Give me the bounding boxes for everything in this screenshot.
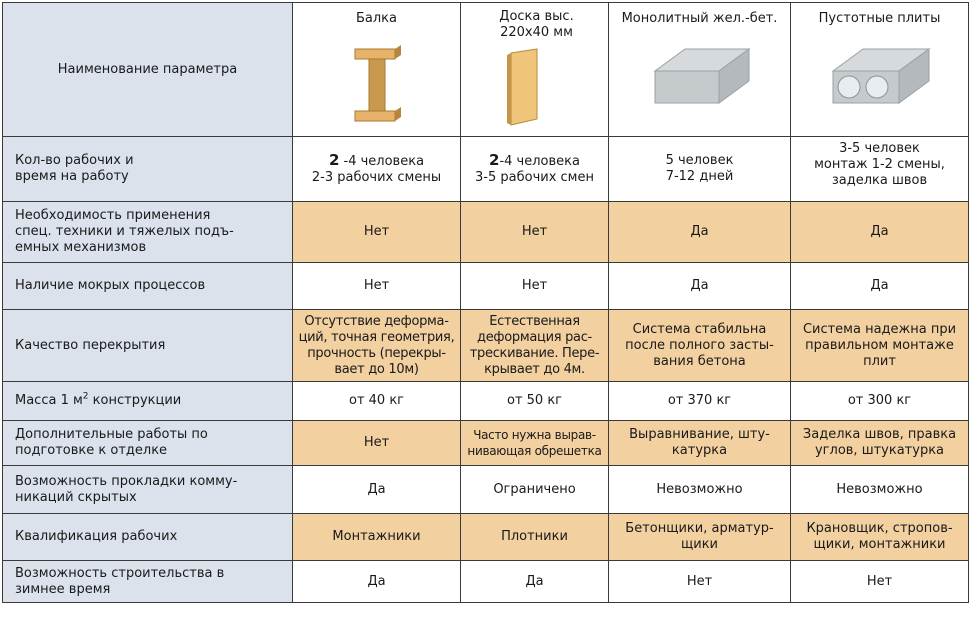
- comparison-table: [2, 2, 969, 603]
- column-header-beam: [293, 3, 461, 137]
- param-cell: Квалификация рабочих: [3, 514, 293, 561]
- param-header: [3, 3, 293, 137]
- value-cell: Невозможно: [791, 466, 969, 514]
- value-cell: 3-5 человек монтаж 1-2 смены, заделка швов: [791, 137, 969, 202]
- value-cell: Часто нужна вырав- нивающая обрешетка: [461, 421, 609, 466]
- board-image: [505, 47, 545, 127]
- value-cell: от 40 кг: [293, 382, 461, 421]
- value-cell: 5 человек 7-12 дней: [609, 137, 791, 202]
- value-cell: Нет: [293, 202, 461, 263]
- param-cell: Наличие мокрых процессов: [3, 263, 293, 310]
- table-row: [3, 382, 969, 421]
- value-cell: Да: [791, 202, 969, 263]
- value-cell: 2 -4 человека 2-3 рабочих смены: [293, 137, 461, 202]
- value-cell: от 300 кг: [791, 382, 969, 421]
- value-cell: Да: [293, 466, 461, 514]
- value-cell: от 50 кг: [461, 382, 609, 421]
- param-cell: Кол-во рабочих и время на работу: [3, 137, 293, 202]
- column-header-label: Балка: [355, 11, 397, 26]
- param-cell: Возможность строительства в зимнее время: [3, 561, 293, 603]
- param-cell: Качество перекрытия: [3, 310, 293, 382]
- value-cell: Система надежна при правильном монтаже плит: [791, 310, 969, 382]
- column-header-hollow: [791, 3, 969, 137]
- param-header-label: Наименование параметра: [57, 61, 238, 77]
- column-header-label: Пустотные плиты: [818, 11, 941, 26]
- param-cell: Необходимость применения спец. техники и тяжелых подъ- емных механизмов: [3, 202, 293, 263]
- value-cell: Ограничено: [461, 466, 609, 514]
- table-row: [3, 202, 969, 263]
- value-cell: Крановщик, стропов- щики, монтажники: [791, 514, 969, 561]
- table-row: [3, 310, 969, 382]
- table-row: [3, 466, 969, 514]
- param-cell: Возможность прокладки комму- никаций скрытых: [3, 466, 293, 514]
- value-cell: Да: [609, 202, 791, 263]
- table-row: [3, 263, 969, 310]
- column-header-label: Монолитный жел.-бет.: [621, 11, 778, 26]
- value-cell: Бетонщики, арматур- щики: [609, 514, 791, 561]
- table-row: [3, 561, 969, 603]
- table-row: [3, 514, 969, 561]
- value-cell: Нет: [293, 421, 461, 466]
- value-cell: Да: [293, 561, 461, 603]
- concrete-slab-image: [645, 41, 755, 111]
- value-cell: Нет: [293, 263, 461, 310]
- value-cell: Да: [609, 263, 791, 310]
- value-cell: Нет: [461, 263, 609, 310]
- param-cell: Дополнительные работы по подготовке к отделке: [3, 421, 293, 466]
- value-cell: Нет: [461, 202, 609, 263]
- value-cell: Система стабильна после полного засты- вания бетона: [609, 310, 791, 382]
- value-cell: Нет: [791, 561, 969, 603]
- value-cell: Выравнивание, шту- катурка: [609, 421, 791, 466]
- hollow-slab-image: [825, 41, 935, 111]
- value-cell: Плотники: [461, 514, 609, 561]
- value-cell: Невозможно: [609, 466, 791, 514]
- column-header-board: [461, 3, 609, 137]
- value-cell: Да: [791, 263, 969, 310]
- column-header-monolithic: [609, 3, 791, 137]
- value-cell: Да: [461, 561, 609, 603]
- value-cell: Естественная деформация рас- трескивание. Пере- крывает до 4м.: [461, 310, 609, 382]
- column-header-label: Доска выс. 220х40 мм: [499, 9, 574, 40]
- table-row: [3, 137, 969, 202]
- value-cell: Отсутствие деформа- ций, точная геометрия, прочность (перекры- вает до 10м): [293, 310, 461, 382]
- value-cell: от 370 кг: [609, 382, 791, 421]
- value-cell: Заделка швов, правка углов, штукатурка: [791, 421, 969, 466]
- value-cell: 2-4 человека 3-5 рабочих смен: [461, 137, 609, 202]
- i-beam-image: [347, 45, 407, 125]
- value-cell: Нет: [609, 561, 791, 603]
- param-cell: Масса 1 $м^2$ конструкции: [3, 382, 293, 421]
- value-cell: Монтажники: [293, 514, 461, 561]
- table-row: [3, 421, 969, 466]
